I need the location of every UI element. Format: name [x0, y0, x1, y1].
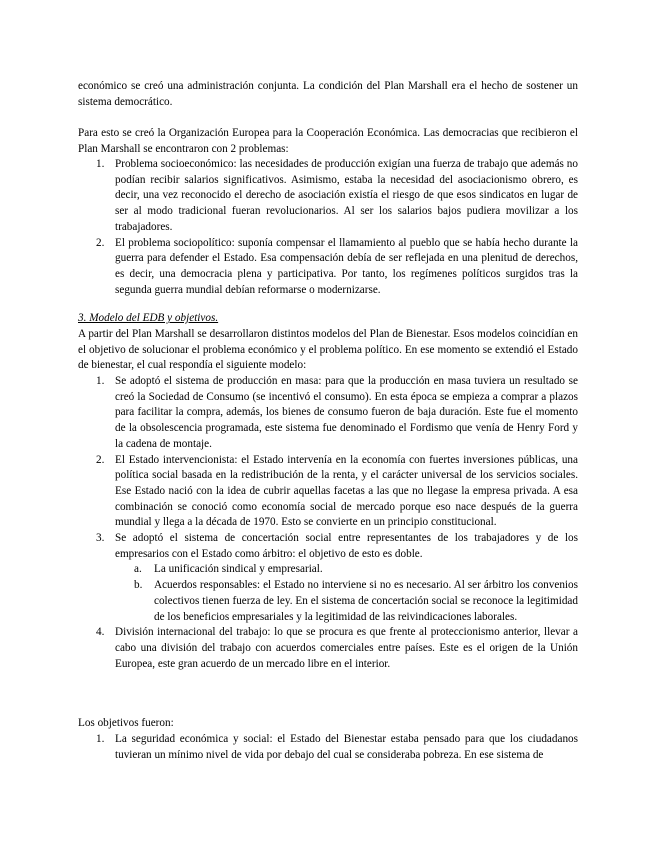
- list-item: [78, 157, 578, 236]
- objectives-list: [78, 732, 578, 763]
- list-item: [78, 531, 578, 625]
- list-item: [78, 236, 578, 299]
- objectives-intro: Los objetivos fueron:: [78, 717, 174, 729]
- list-number: 2.: [96, 236, 105, 249]
- sub-list: [115, 562, 578, 625]
- section-heading: 3. Modelo del EDB y objetivos.: [78, 312, 219, 324]
- list-item-text: El problema sociopolítico: suponía compensar el llamamiento al pueblo que se había hecho durante la guerra para defender el Estado. Esa compensación debía de ser reflejada en una plenitud de derechos, es decir, una democracia plena y participativa. Por tanto, los regímenes políticos surgidos tras la segunda guerra mundial debían reformarse o modernizarse.: [115, 236, 578, 296]
- list-item-text: El Estado intervencionista: el Estado intervenía en la economía con fuertes inversiones públicas, una política social basada en la redistribución de la renta, y el carácter universal de los servicios sociales. Ese Estado nació con la idea de cubrir aquellas facetas a las que no llegase la empresa privada. A esa combinación se conoció como economía social de mercado porque eso nace después de la guerra mundial y llega a la década de 1970. Esto se convierte en un principio constitucional.: [115, 453, 578, 529]
- sub-list-letter: b.: [134, 579, 143, 592]
- marshall-problems-list: [78, 157, 578, 298]
- model-list: [78, 374, 578, 672]
- list-item-text: Problema socioeconómico: las necesidades de producción exigían una fuerza de trabajo que además no podían recibir salarios significativos. Asimismo, estaba la necesidad del asociacionismo obrero, es decir, una vez reconocido el derecho de asociación existía el riesgo de que esos sindicatos en lugar de ser al modo tradicional fueran revolucionarios. Al ser los salarios bajos pudiera movilizar a los trabajadores.: [115, 158, 578, 233]
- list-number: 3.: [96, 532, 105, 545]
- list-item-text: Se adoptó el sistema de concertación social entre representantes de los trabajadores y de los empresarios con el Estado como árbitro: el objetivo de esto es doble.: [115, 532, 578, 560]
- list-item-text: División internacional del trabajo: lo que se procura es que frente al proteccionismo anterior, llevar a cabo una división del trabajo con acuerdos comerciales entre países. Este es el origen de la Unión Europea, este gran acuerdo de un mercado libre en el interior.: [115, 626, 578, 670]
- sub-list-item-text: La unificación sindical y empresarial.: [154, 563, 323, 576]
- list-number: 1.: [96, 375, 105, 387]
- section3-paragraph: A partir del Plan Marshall se desarrollaron distintos modelos del Plan de Bienestar. Esos modelos coincidían en el objetivo de solucionar el problema económico y el problema político. En ese momento se extendió el Estado de bienestar, el cual respondía el siguiente modelo:: [78, 328, 578, 372]
- intro-paragraph: económico se creó una administración conjunta. La condición del Plan Marshall era el hecho de sostener un sistema democrático.: [78, 80, 578, 108]
- list-item-text: La seguridad económica y social: el Estado del Bienestar estaba pensado para que los ciudadanos tuvieran un mínimo nivel de vida por debajo del cual se consideraba pobreza. En ese sistema de: [115, 733, 578, 761]
- list-item: [78, 374, 578, 453]
- list-item: [78, 732, 578, 763]
- sub-list-letter: a.: [134, 563, 142, 576]
- list-item: [78, 453, 578, 532]
- list-number: 1.: [96, 733, 105, 745]
- sub-list-item: [78, 578, 578, 625]
- list-number: 1.: [96, 158, 105, 170]
- list-item-text: Se adoptó el sistema de producción en masa: para que la producción en masa tuviera un resultado se creó la Sociedad de Consumo (se incentivó el consumo). En esta época se empieza a comprar a plazos para facilitar la compra, además, los bienes de consumo fueron de baja duración. Este fue el momento de la obsolescencia programada, este sistema fue denominado el Fordismo que venía de Henry Ford y la cadena de montaje.: [115, 375, 578, 450]
- sub-list-item-text: Acuerdos responsables: el Estado no interviene si no es necesario. Al ser árbitro los convenios colectivos tienen fuerza de ley. En el sistema de concertación social se reconoce la legitimidad de los beneficios empresariales y la legitimidad de las reivindicaciones laborales.: [154, 579, 578, 623]
- list-number: 2.: [96, 453, 105, 466]
- list-item: [78, 625, 578, 672]
- marshall-paragraph: Para esto se creó la Organización Europea para la Cooperación Económica. Las democracias que recibieron el Plan Marshall se encontraron con 2 problemas:: [78, 127, 578, 155]
- list-number: 4.: [96, 626, 105, 639]
- sub-list-item: [78, 562, 578, 578]
